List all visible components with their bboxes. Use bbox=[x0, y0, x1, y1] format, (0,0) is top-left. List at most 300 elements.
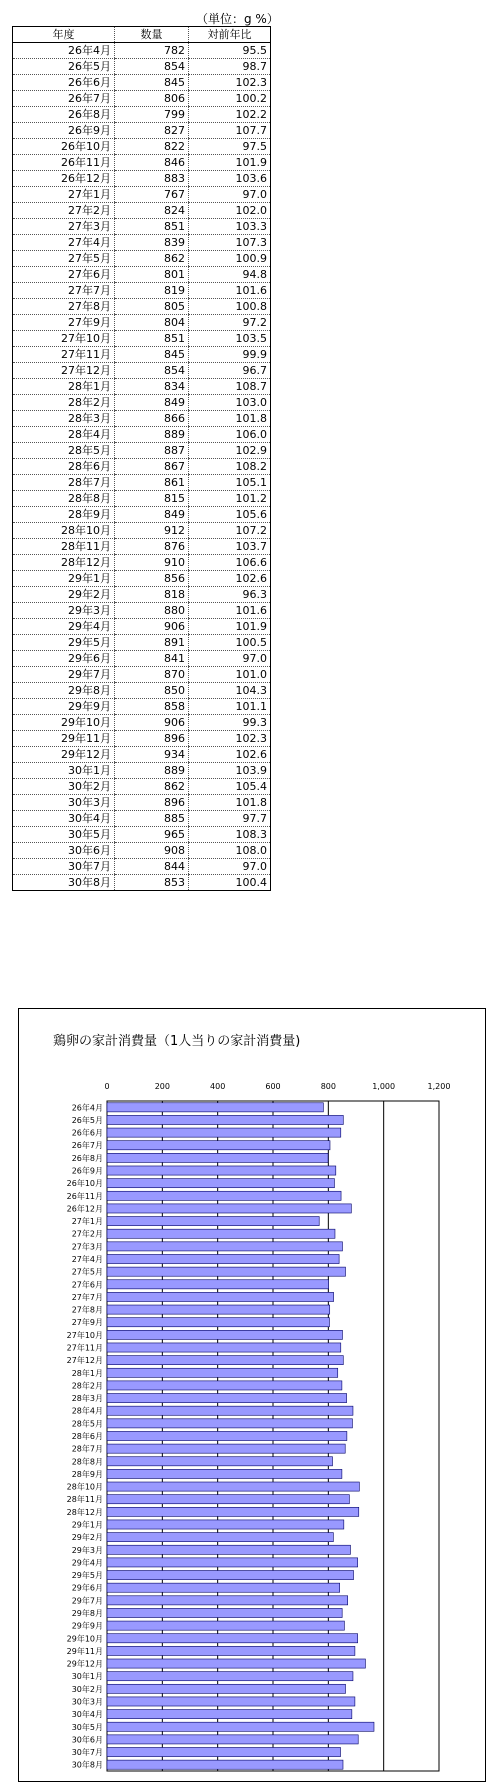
cell-month: 30年1月 bbox=[13, 763, 115, 779]
cell-month: 29年5月 bbox=[13, 635, 115, 651]
cell-yoy-ratio: 100.2 bbox=[189, 91, 271, 107]
header-year: 年度 bbox=[13, 27, 115, 43]
bar bbox=[107, 1533, 333, 1542]
cell-quantity: 891 bbox=[115, 635, 189, 651]
cell-month: 28年7月 bbox=[13, 475, 115, 491]
x-tick-label: 1,000 bbox=[372, 1082, 396, 1091]
category-label: 28年6月 bbox=[71, 1432, 103, 1441]
cell-yoy-ratio: 97.7 bbox=[189, 811, 271, 827]
cell-month: 27年11月 bbox=[13, 347, 115, 363]
bar-chart bbox=[19, 1009, 485, 1781]
table-row bbox=[13, 555, 271, 571]
cell-month: 29年6月 bbox=[13, 651, 115, 667]
cell-quantity: 910 bbox=[115, 555, 189, 571]
table-header-row bbox=[13, 27, 271, 43]
table-row bbox=[13, 459, 271, 475]
cell-month: 28年1月 bbox=[13, 379, 115, 395]
table-row bbox=[13, 827, 271, 843]
table-row bbox=[13, 491, 271, 507]
cell-quantity: 896 bbox=[115, 795, 189, 811]
bar bbox=[107, 1482, 359, 1491]
category-label: 28年3月 bbox=[71, 1394, 103, 1404]
cell-quantity: 834 bbox=[115, 379, 189, 395]
bar bbox=[107, 1608, 342, 1617]
bar bbox=[107, 1747, 341, 1756]
cell-month: 27年4月 bbox=[13, 235, 115, 251]
bar bbox=[107, 1103, 323, 1112]
cell-month: 29年3月 bbox=[13, 603, 115, 619]
cell-month: 28年8月 bbox=[13, 491, 115, 507]
bar bbox=[107, 1583, 340, 1592]
table-row bbox=[13, 779, 271, 795]
cell-yoy-ratio: 102.3 bbox=[189, 731, 271, 747]
bar bbox=[107, 1179, 334, 1188]
cell-yoy-ratio: 103.7 bbox=[189, 539, 271, 555]
cell-quantity: 822 bbox=[115, 139, 189, 155]
bar bbox=[107, 1735, 358, 1744]
bar bbox=[107, 1621, 344, 1630]
table-row bbox=[13, 651, 271, 667]
x-tick-label: 0 bbox=[104, 1082, 110, 1091]
bar bbox=[107, 1153, 328, 1162]
bar bbox=[107, 1267, 345, 1276]
cell-quantity: 906 bbox=[115, 715, 189, 731]
cell-quantity: 912 bbox=[115, 523, 189, 539]
table-row bbox=[13, 379, 271, 395]
cell-month: 28年9月 bbox=[13, 507, 115, 523]
bar bbox=[107, 1381, 342, 1390]
cell-month: 27年5月 bbox=[13, 251, 115, 267]
table-row bbox=[13, 443, 271, 459]
header-quantity: 数量 bbox=[115, 27, 189, 43]
cell-month: 29年10月 bbox=[13, 715, 115, 731]
table-row bbox=[13, 235, 271, 251]
table-row bbox=[13, 619, 271, 635]
cell-yoy-ratio: 102.0 bbox=[189, 203, 271, 219]
table-row bbox=[13, 123, 271, 139]
cell-yoy-ratio: 101.9 bbox=[189, 155, 271, 171]
cell-quantity: 896 bbox=[115, 731, 189, 747]
cell-month: 27年9月 bbox=[13, 315, 115, 331]
cell-month: 28年10月 bbox=[13, 523, 115, 539]
category-label: 30年5月 bbox=[71, 1722, 103, 1732]
category-label: 29年11月 bbox=[66, 1646, 103, 1656]
header-yoy-ratio: 対前年比 bbox=[189, 27, 271, 43]
cell-quantity: 845 bbox=[115, 75, 189, 91]
table-row bbox=[13, 139, 271, 155]
table-row bbox=[13, 427, 271, 443]
table-row bbox=[13, 363, 271, 379]
category-label: 28年12月 bbox=[66, 1507, 103, 1517]
bar bbox=[107, 1431, 347, 1440]
bar bbox=[107, 1406, 353, 1415]
category-label: 29年6月 bbox=[71, 1583, 103, 1593]
cell-quantity: 876 bbox=[115, 539, 189, 555]
cell-quantity: 908 bbox=[115, 843, 189, 859]
table-row bbox=[13, 187, 271, 203]
bar bbox=[107, 1558, 358, 1567]
cell-quantity: 880 bbox=[115, 603, 189, 619]
table-row bbox=[13, 283, 271, 299]
bar bbox=[107, 1204, 351, 1213]
cell-month: 26年7月 bbox=[13, 91, 115, 107]
category-label: 30年1月 bbox=[71, 1672, 103, 1682]
cell-month: 27年10月 bbox=[13, 331, 115, 347]
bar bbox=[107, 1760, 343, 1769]
category-label: 27年12月 bbox=[66, 1356, 103, 1366]
unit-label: （単位：g %） bbox=[196, 12, 279, 26]
cell-month: 30年3月 bbox=[13, 795, 115, 811]
cell-quantity: 887 bbox=[115, 443, 189, 459]
cell-yoy-ratio: 102.6 bbox=[189, 747, 271, 763]
cell-yoy-ratio: 97.5 bbox=[189, 139, 271, 155]
bar bbox=[107, 1115, 343, 1124]
category-label: 26年12月 bbox=[66, 1204, 103, 1214]
cell-yoy-ratio: 103.3 bbox=[189, 219, 271, 235]
cell-yoy-ratio: 96.3 bbox=[189, 587, 271, 603]
category-label: 27年4月 bbox=[71, 1255, 103, 1265]
cell-month: 30年4月 bbox=[13, 811, 115, 827]
cell-quantity: 853 bbox=[115, 875, 189, 891]
x-tick-label: 400 bbox=[210, 1082, 226, 1091]
cell-yoy-ratio: 97.0 bbox=[189, 859, 271, 875]
cell-month: 26年10月 bbox=[13, 139, 115, 155]
cell-yoy-ratio: 105.1 bbox=[189, 475, 271, 491]
category-label: 28年4月 bbox=[71, 1406, 103, 1416]
bar bbox=[107, 1444, 345, 1453]
cell-yoy-ratio: 107.2 bbox=[189, 523, 271, 539]
cell-month: 30年2月 bbox=[13, 779, 115, 795]
table-row bbox=[13, 699, 271, 715]
cell-quantity: 806 bbox=[115, 91, 189, 107]
cell-month: 29年1月 bbox=[13, 571, 115, 587]
chart-title: 鶏卵の家計消費量（1人当りの家計消費量) bbox=[53, 1034, 301, 1049]
bar bbox=[107, 1672, 353, 1681]
cell-yoy-ratio: 100.5 bbox=[189, 635, 271, 651]
category-label: 27年10月 bbox=[66, 1330, 103, 1340]
cell-month: 26年9月 bbox=[13, 123, 115, 139]
table-row bbox=[13, 747, 271, 763]
table-row bbox=[13, 251, 271, 267]
data-table bbox=[12, 26, 270, 891]
cell-month: 29年12月 bbox=[13, 747, 115, 763]
bar bbox=[107, 1596, 348, 1605]
cell-yoy-ratio: 108.3 bbox=[189, 827, 271, 843]
cell-quantity: 819 bbox=[115, 283, 189, 299]
bar bbox=[107, 1280, 329, 1289]
table-row bbox=[13, 395, 271, 411]
cell-yoy-ratio: 107.7 bbox=[189, 123, 271, 139]
bar bbox=[107, 1356, 343, 1365]
cell-yoy-ratio: 95.5 bbox=[189, 43, 271, 59]
category-label: 27年3月 bbox=[71, 1242, 103, 1252]
cell-yoy-ratio: 101.1 bbox=[189, 699, 271, 715]
x-tick-label: 200 bbox=[154, 1082, 170, 1091]
table-row bbox=[13, 475, 271, 491]
cell-quantity: 867 bbox=[115, 459, 189, 475]
cell-quantity: 845 bbox=[115, 347, 189, 363]
category-label: 26年6月 bbox=[71, 1128, 103, 1138]
category-label: 29年12月 bbox=[66, 1659, 103, 1669]
category-label: 29年5月 bbox=[71, 1571, 103, 1581]
cell-quantity: 934 bbox=[115, 747, 189, 763]
bar bbox=[107, 1229, 335, 1238]
category-label: 29年2月 bbox=[71, 1533, 103, 1543]
bar bbox=[107, 1128, 341, 1137]
cell-yoy-ratio: 103.5 bbox=[189, 331, 271, 347]
cell-quantity: 799 bbox=[115, 107, 189, 123]
cell-quantity: 844 bbox=[115, 859, 189, 875]
category-label: 28年11月 bbox=[66, 1495, 103, 1505]
table-row bbox=[13, 107, 271, 123]
bar bbox=[107, 1722, 374, 1731]
cell-month: 30年8月 bbox=[13, 875, 115, 891]
bar bbox=[107, 1305, 330, 1314]
cell-quantity: 854 bbox=[115, 363, 189, 379]
category-label: 27年5月 bbox=[71, 1267, 103, 1277]
table-row bbox=[13, 731, 271, 747]
cell-month: 27年12月 bbox=[13, 363, 115, 379]
category-label: 28年10月 bbox=[66, 1482, 103, 1492]
cell-quantity: 965 bbox=[115, 827, 189, 843]
cell-month: 26年11月 bbox=[13, 155, 115, 171]
category-label: 30年3月 bbox=[71, 1697, 103, 1707]
cell-yoy-ratio: 108.0 bbox=[189, 843, 271, 859]
cell-month: 30年6月 bbox=[13, 843, 115, 859]
bar bbox=[107, 1242, 342, 1251]
cell-month: 28年12月 bbox=[13, 555, 115, 571]
cell-quantity: 854 bbox=[115, 59, 189, 75]
table-row bbox=[13, 91, 271, 107]
cell-month: 27年6月 bbox=[13, 267, 115, 283]
category-label: 26年9月 bbox=[71, 1166, 103, 1176]
cell-yoy-ratio: 101.0 bbox=[189, 667, 271, 683]
cell-yoy-ratio: 101.8 bbox=[189, 411, 271, 427]
table-row bbox=[13, 315, 271, 331]
cell-yoy-ratio: 101.6 bbox=[189, 603, 271, 619]
category-label: 29年3月 bbox=[71, 1545, 103, 1555]
cell-quantity: 851 bbox=[115, 219, 189, 235]
category-label: 26年7月 bbox=[71, 1141, 103, 1151]
cell-yoy-ratio: 103.0 bbox=[189, 395, 271, 411]
bar bbox=[107, 1684, 345, 1693]
category-label: 26年4月 bbox=[71, 1103, 103, 1113]
cell-month: 26年5月 bbox=[13, 59, 115, 75]
cell-quantity: 885 bbox=[115, 811, 189, 827]
cell-yoy-ratio: 102.3 bbox=[189, 75, 271, 91]
bar bbox=[107, 1545, 350, 1554]
x-tick-label: 1,200 bbox=[427, 1082, 451, 1091]
category-label: 26年5月 bbox=[71, 1115, 103, 1125]
bar bbox=[107, 1419, 352, 1428]
cell-quantity: 851 bbox=[115, 331, 189, 347]
cell-yoy-ratio: 101.6 bbox=[189, 283, 271, 299]
cell-month: 28年3月 bbox=[13, 411, 115, 427]
category-label: 28年7月 bbox=[71, 1444, 103, 1454]
cell-quantity: 805 bbox=[115, 299, 189, 315]
category-label: 30年4月 bbox=[71, 1710, 103, 1720]
cell-quantity: 841 bbox=[115, 651, 189, 667]
cell-quantity: 862 bbox=[115, 779, 189, 795]
cell-month: 29年9月 bbox=[13, 699, 115, 715]
category-label: 27年6月 bbox=[71, 1280, 103, 1290]
table-row bbox=[13, 171, 271, 187]
bar bbox=[107, 1507, 359, 1516]
table-row bbox=[13, 635, 271, 651]
cell-yoy-ratio: 108.2 bbox=[189, 459, 271, 475]
cell-yoy-ratio: 97.0 bbox=[189, 651, 271, 667]
category-label: 30年2月 bbox=[71, 1684, 103, 1694]
table-row bbox=[13, 523, 271, 539]
category-label: 30年6月 bbox=[71, 1735, 103, 1745]
cell-yoy-ratio: 101.9 bbox=[189, 619, 271, 635]
cell-yoy-ratio: 101.2 bbox=[189, 491, 271, 507]
cell-quantity: 862 bbox=[115, 251, 189, 267]
cell-quantity: 849 bbox=[115, 507, 189, 523]
cell-yoy-ratio: 97.2 bbox=[189, 315, 271, 331]
cell-quantity: 767 bbox=[115, 187, 189, 203]
cell-yoy-ratio: 100.9 bbox=[189, 251, 271, 267]
table-row bbox=[13, 203, 271, 219]
bar bbox=[107, 1141, 330, 1150]
cell-yoy-ratio: 97.0 bbox=[189, 187, 271, 203]
cell-month: 28年5月 bbox=[13, 443, 115, 459]
table-row bbox=[13, 715, 271, 731]
cell-month: 29年8月 bbox=[13, 683, 115, 699]
category-label: 29年8月 bbox=[71, 1608, 103, 1618]
chart-frame bbox=[18, 1008, 486, 1782]
category-label: 29年4月 bbox=[71, 1558, 103, 1568]
cell-month: 28年4月 bbox=[13, 427, 115, 443]
category-label: 30年8月 bbox=[71, 1760, 103, 1770]
category-label: 28年2月 bbox=[71, 1381, 103, 1391]
cell-yoy-ratio: 100.8 bbox=[189, 299, 271, 315]
table-row bbox=[13, 347, 271, 363]
cell-yoy-ratio: 98.7 bbox=[189, 59, 271, 75]
table-row bbox=[13, 43, 271, 59]
cell-month: 28年11月 bbox=[13, 539, 115, 555]
bar bbox=[107, 1495, 349, 1504]
bar bbox=[107, 1343, 341, 1352]
bar bbox=[107, 1330, 342, 1339]
cell-month: 29年11月 bbox=[13, 731, 115, 747]
cell-quantity: 870 bbox=[115, 667, 189, 683]
table-row bbox=[13, 875, 271, 891]
table-row bbox=[13, 411, 271, 427]
cell-quantity: 804 bbox=[115, 315, 189, 331]
cell-quantity: 824 bbox=[115, 203, 189, 219]
bar bbox=[107, 1191, 341, 1200]
cell-month: 29年7月 bbox=[13, 667, 115, 683]
bar bbox=[107, 1217, 319, 1226]
bar bbox=[107, 1646, 355, 1655]
cell-yoy-ratio: 105.6 bbox=[189, 507, 271, 523]
category-label: 26年11月 bbox=[66, 1191, 103, 1201]
bar bbox=[107, 1457, 332, 1466]
bar bbox=[107, 1710, 352, 1719]
cell-yoy-ratio: 107.3 bbox=[189, 235, 271, 251]
cell-month: 26年4月 bbox=[13, 43, 115, 59]
cell-month: 29年4月 bbox=[13, 619, 115, 635]
cell-month: 27年3月 bbox=[13, 219, 115, 235]
category-label: 26年8月 bbox=[71, 1153, 103, 1163]
category-label: 27年1月 bbox=[71, 1217, 103, 1227]
category-label: 29年9月 bbox=[71, 1621, 103, 1631]
cell-month: 26年12月 bbox=[13, 171, 115, 187]
cell-month: 27年2月 bbox=[13, 203, 115, 219]
table-row bbox=[13, 683, 271, 699]
cell-quantity: 883 bbox=[115, 171, 189, 187]
bar bbox=[107, 1571, 354, 1580]
cell-quantity: 856 bbox=[115, 571, 189, 587]
cell-quantity: 815 bbox=[115, 491, 189, 507]
bar bbox=[107, 1318, 329, 1327]
table-row bbox=[13, 603, 271, 619]
table-row bbox=[13, 795, 271, 811]
cell-quantity: 906 bbox=[115, 619, 189, 635]
cell-quantity: 866 bbox=[115, 411, 189, 427]
cell-month: 27年8月 bbox=[13, 299, 115, 315]
cell-yoy-ratio: 104.3 bbox=[189, 683, 271, 699]
cell-yoy-ratio: 102.6 bbox=[189, 571, 271, 587]
category-label: 28年9月 bbox=[71, 1469, 103, 1479]
category-label: 26年10月 bbox=[66, 1179, 103, 1189]
category-label: 27年8月 bbox=[71, 1305, 103, 1315]
cell-quantity: 782 bbox=[115, 43, 189, 59]
cell-quantity: 846 bbox=[115, 155, 189, 171]
cell-quantity: 801 bbox=[115, 267, 189, 283]
cell-month: 27年7月 bbox=[13, 283, 115, 299]
category-label: 27年2月 bbox=[71, 1229, 103, 1239]
cell-yoy-ratio: 99.9 bbox=[189, 347, 271, 363]
bar bbox=[107, 1368, 338, 1377]
bar bbox=[107, 1659, 365, 1668]
bar bbox=[107, 1292, 334, 1301]
table-row bbox=[13, 763, 271, 779]
category-label: 28年1月 bbox=[71, 1368, 103, 1378]
table-row bbox=[13, 507, 271, 523]
cell-yoy-ratio: 94.8 bbox=[189, 267, 271, 283]
cell-yoy-ratio: 96.7 bbox=[189, 363, 271, 379]
category-label: 29年7月 bbox=[71, 1596, 103, 1606]
bar bbox=[107, 1469, 342, 1478]
table-row bbox=[13, 539, 271, 555]
cell-quantity: 839 bbox=[115, 235, 189, 251]
cell-month: 30年7月 bbox=[13, 859, 115, 875]
table-row bbox=[13, 219, 271, 235]
cell-quantity: 850 bbox=[115, 683, 189, 699]
cell-yoy-ratio: 102.2 bbox=[189, 107, 271, 123]
cell-yoy-ratio: 105.4 bbox=[189, 779, 271, 795]
table-row bbox=[13, 331, 271, 347]
table-row bbox=[13, 667, 271, 683]
table-row bbox=[13, 571, 271, 587]
table-row bbox=[13, 811, 271, 827]
table-row bbox=[13, 299, 271, 315]
cell-quantity: 827 bbox=[115, 123, 189, 139]
category-label: 30年7月 bbox=[71, 1748, 103, 1758]
cell-yoy-ratio: 103.9 bbox=[189, 763, 271, 779]
cell-quantity: 818 bbox=[115, 587, 189, 603]
cell-yoy-ratio: 106.6 bbox=[189, 555, 271, 571]
cell-yoy-ratio: 108.7 bbox=[189, 379, 271, 395]
cell-month: 26年8月 bbox=[13, 107, 115, 123]
cell-yoy-ratio: 99.3 bbox=[189, 715, 271, 731]
bar bbox=[107, 1697, 355, 1706]
cell-yoy-ratio: 101.8 bbox=[189, 795, 271, 811]
x-tick-label: 800 bbox=[320, 1082, 336, 1091]
category-label: 29年10月 bbox=[66, 1634, 103, 1644]
